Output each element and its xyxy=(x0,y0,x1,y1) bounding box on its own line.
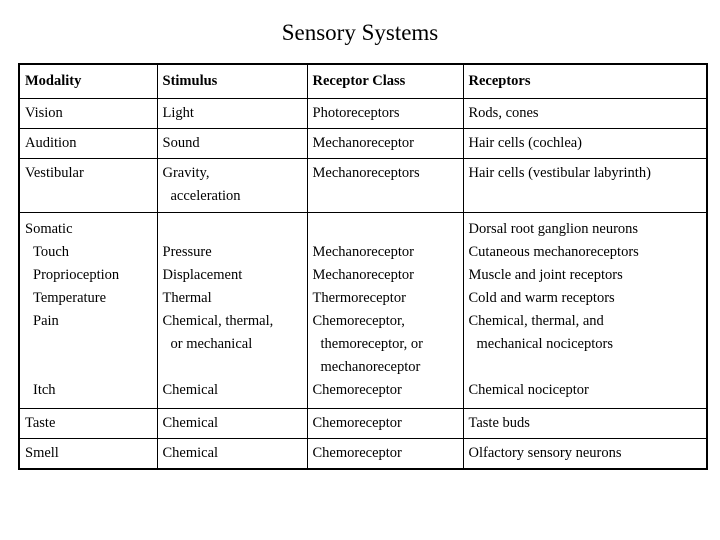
itch-receptors: Chemical nociceptor xyxy=(468,382,589,398)
table-row-taste xyxy=(19,409,707,439)
cell-receptors: Olfactory sensory neurons xyxy=(463,439,707,470)
cell-receptors xyxy=(463,213,707,409)
sensory-systems-table xyxy=(18,63,708,470)
header-receptors: Receptors xyxy=(463,64,707,99)
cell-modality: Vestibular xyxy=(19,159,157,213)
touch-stimulus: Pressure xyxy=(162,244,212,260)
pain-class: mechanoreceptor xyxy=(320,359,421,375)
page-title: Sensory Systems xyxy=(281,20,439,45)
cell-modality: Audition xyxy=(19,129,157,159)
stimulus-line: Gravity, xyxy=(162,165,210,181)
proprioception-label: Proprioception xyxy=(33,267,120,283)
cell-receptors: Rods, cones xyxy=(463,99,707,129)
temperature-receptors: Cold and warm receptors xyxy=(468,290,615,306)
proprioception-receptors: Muscle and joint receptors xyxy=(468,267,623,283)
table-row-smell xyxy=(19,439,707,470)
pain-class: Chemoreceptor, xyxy=(312,313,405,329)
pain-label: Pain xyxy=(33,313,59,329)
header-modality: Modality xyxy=(19,64,157,99)
cell-receptor-class xyxy=(307,213,463,409)
cell-modality xyxy=(19,213,157,409)
table-row-audition xyxy=(19,129,707,159)
cell-stimulus xyxy=(157,213,307,409)
cell-stimulus xyxy=(157,159,307,213)
temperature-stimulus: Thermal xyxy=(162,290,212,306)
pain-receptors: Chemical, thermal, and xyxy=(468,313,604,329)
header-stimulus: Stimulus xyxy=(157,64,307,99)
table-header-row xyxy=(19,64,707,99)
cell-stimulus: Light xyxy=(157,99,307,129)
itch-label: Itch xyxy=(33,382,56,398)
pain-stimulus: or mechanical xyxy=(170,336,253,352)
table-row-somatic xyxy=(19,213,707,409)
table-row-vestibular xyxy=(19,159,707,213)
stimulus-line: acceleration xyxy=(170,188,241,204)
cell-receptor-class: Mechanoreceptors xyxy=(307,159,463,213)
cell-modality: Smell xyxy=(19,439,157,470)
pain-stimulus: Chemical, thermal, xyxy=(162,313,274,329)
cell-receptors: Taste buds xyxy=(463,409,707,439)
cell-modality: Vision xyxy=(19,99,157,129)
cell-stimulus: Chemical xyxy=(157,409,307,439)
itch-stimulus: Chemical xyxy=(162,382,219,398)
cell-receptor-class: Chemoreceptor xyxy=(307,409,463,439)
somatic-heading: Somatic xyxy=(25,221,73,237)
cell-receptor-class: Chemoreceptor xyxy=(307,439,463,470)
touch-receptors: Cutaneous mechanoreceptors xyxy=(468,244,639,260)
itch-class: Chemoreceptor xyxy=(312,382,402,398)
cell-receptors: Hair cells (vestibular labyrinth) xyxy=(463,159,707,213)
table-row-vision xyxy=(19,99,707,129)
proprioception-class: Mechanoreceptor xyxy=(312,267,414,283)
touch-label: Touch xyxy=(33,244,70,260)
pain-receptors: mechanical nociceptors xyxy=(476,336,613,352)
temperature-class: Thermoreceptor xyxy=(312,290,406,306)
temperature-label: Temperature xyxy=(33,290,107,306)
cell-modality: Taste xyxy=(19,409,157,439)
cell-receptor-class: Mechanoreceptor xyxy=(307,129,463,159)
cell-receptors: Hair cells (cochlea) xyxy=(463,129,707,159)
cell-receptor-class: Photoreceptors xyxy=(307,99,463,129)
cell-stimulus: Chemical xyxy=(157,439,307,470)
somatic-receptors-heading: Dorsal root ganglion neurons xyxy=(468,221,639,237)
proprioception-stimulus: Displacement xyxy=(162,267,243,283)
cell-stimulus: Sound xyxy=(157,129,307,159)
pain-class: themoreceptor, or xyxy=(320,336,423,352)
header-receptor-class: Receptor Class xyxy=(307,64,463,99)
touch-class: Mechanoreceptor xyxy=(312,244,414,260)
